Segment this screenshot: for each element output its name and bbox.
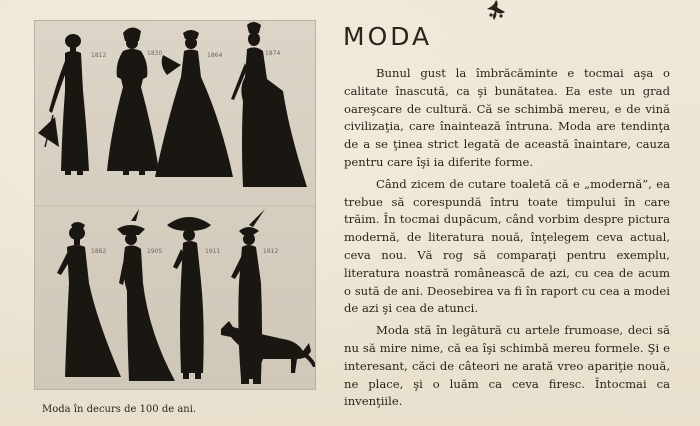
article-paragraph: Bunul gust la îmbrăcăminte e tocmai aşa o calitate înascută, ca şi bunătatea. Ea este un grad oareşcare de cultură. Că se schimbă mereu, e de vină civilizaţia, care înaintează întruna. Moda are tendinţa de a se ţinea strict legată de această înaintare, cauza pentru care îşi ia diferite forme. bbox=[344, 66, 670, 169]
article-title: MODA bbox=[343, 22, 433, 51]
floral-ornament-icon bbox=[484, 0, 508, 22]
article-body bbox=[344, 65, 670, 415]
fashion-silhouettes-illustration bbox=[34, 20, 316, 390]
year-label-8: 1912 bbox=[263, 248, 279, 255]
year-label-4: 1874 bbox=[265, 50, 281, 57]
article-paragraph: Moda stă în legătură cu artele frumoase, deci să nu să mire nime, că ea îşi schimbă mereu formele. Şi e interesant, căci de câteori ne arată vreo apariţie nouă, ne place, şi o luăm ca ceva firesc. Întocmai ca invenţiile. bbox=[344, 323, 670, 409]
year-label-5: 1882 bbox=[91, 248, 107, 255]
year-label-6: 1905 bbox=[147, 248, 163, 255]
year-label-3: 1864 bbox=[207, 52, 223, 59]
figure-caption: Moda în decurs de 100 de ani. bbox=[42, 404, 197, 415]
year-label-7: 1911 bbox=[205, 248, 221, 255]
year-label-2: 1830 bbox=[147, 50, 163, 57]
article-paragraph: Când zicem de cutare toaletă că e „modernă”, ea trebue să corespundă întru toate timpului în care trăim. În tocmai dupăcum, când vorbim despre pictura modernă, de literatura nouă, înţelegem ceva actual, ceva nou. Vă rog să comparaţi pentru exemplu, literatura noastră românească de azi, cu cea de acum o sută de ani. Deosebirea va fi în raport cu cea a modei de azi şi cea de atunci. bbox=[344, 176, 670, 316]
year-label-1: 1812 bbox=[91, 52, 107, 59]
silhouettes-drawing bbox=[35, 21, 315, 389]
